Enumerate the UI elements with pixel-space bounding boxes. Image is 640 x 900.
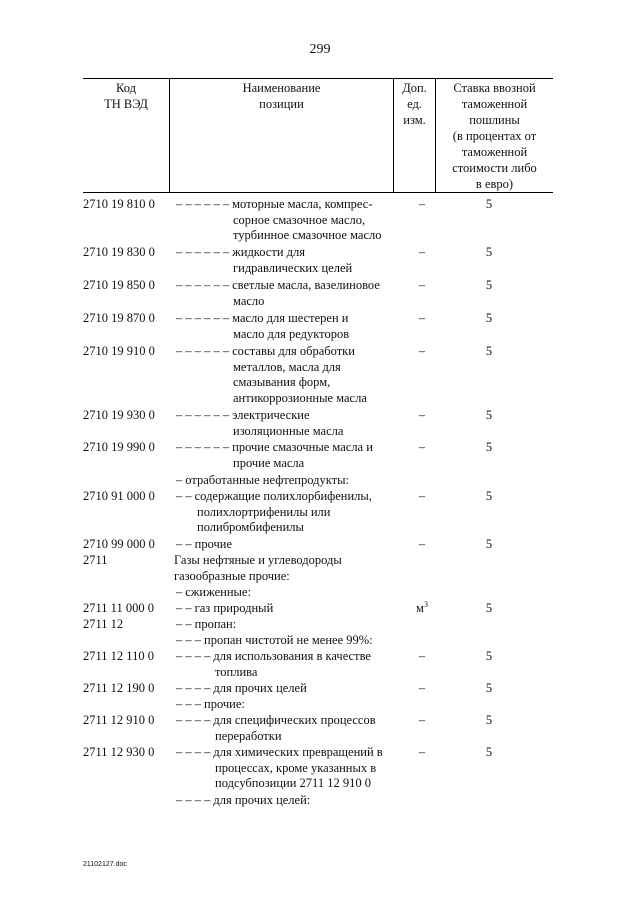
row-code: 2711 12 110 0 (83, 649, 154, 663)
row-rate: 5 (485, 601, 493, 615)
row-name-line (176, 617, 236, 633)
row-code: 2711 12 190 0 (83, 681, 155, 695)
row-name (176, 440, 373, 471)
row-unit (410, 537, 434, 553)
row-unit-text: – (418, 197, 426, 211)
row-name (176, 197, 381, 244)
row-rate: 5 (485, 278, 493, 292)
level-dashes: – – – – – – (176, 311, 230, 325)
row-code: 2710 19 870 0 (83, 311, 155, 325)
row-name (176, 278, 380, 309)
level-dashes: – – – – – – (176, 278, 230, 292)
row-rate: 5 (485, 649, 493, 663)
row-code: 2710 19 930 0 (83, 408, 155, 422)
row-unit (410, 601, 434, 617)
row-name-line (176, 261, 352, 277)
header-code-line: Код (116, 81, 136, 95)
row-name-line (176, 761, 383, 777)
level-dashes: – – – (176, 697, 201, 711)
row-unit (410, 197, 434, 213)
row-name-text: для специфических процессов (213, 713, 376, 727)
row-name (176, 245, 352, 276)
document-filename: 21102127.doc (83, 861, 127, 868)
row-name-line (176, 505, 372, 521)
row-name (176, 713, 376, 744)
row-name-text: содержащие полихлорбифенилы, (194, 489, 372, 503)
row-name-line (176, 245, 352, 261)
row-unit-text: – (418, 278, 426, 292)
row-name-text: прочие масла (233, 455, 305, 470)
row-unit-text: – (418, 681, 426, 695)
row-name-line (176, 713, 376, 729)
level-dashes: – – (176, 537, 192, 551)
row-name (176, 633, 373, 649)
row-rate: 5 (485, 245, 493, 259)
row-rate: 5 (485, 713, 493, 727)
row-name-text: газ природный (194, 601, 274, 615)
row-name (176, 311, 349, 342)
row-name (176, 489, 372, 536)
row-rate: 5 (485, 408, 493, 422)
row-name-text: отработанные нефтепродукты: (185, 473, 349, 487)
row-name-line (176, 278, 380, 294)
row-name-line (176, 375, 367, 391)
row-code: 2711 12 910 0 (83, 713, 155, 727)
row-rate: 5 (485, 440, 493, 454)
row-unit-superscript: 3 (423, 599, 428, 609)
row-name (176, 537, 232, 553)
row-name-text: турбинное смазочное масло (233, 228, 382, 242)
row-name-line (176, 360, 367, 376)
row-unit (410, 245, 434, 261)
level-dashes: – – – – – – (176, 245, 230, 259)
row-name-line (176, 649, 371, 665)
row-code: 2710 19 850 0 (83, 278, 155, 292)
header-rate-line: в евро) (475, 177, 514, 191)
row-name-line (176, 228, 381, 244)
row-code: 2710 19 830 0 (83, 245, 155, 259)
row-name-text: прочие (194, 537, 233, 551)
row-unit-text: – (418, 649, 426, 663)
row-name (176, 408, 343, 439)
table-top-rule (83, 78, 553, 79)
row-name-text: пропан: (194, 617, 237, 631)
level-dashes: – (176, 585, 183, 599)
row-name-line (176, 456, 373, 472)
row-unit (410, 440, 434, 456)
row-unit-text: – (418, 745, 426, 759)
level-dashes: – – (176, 601, 192, 615)
header-unit-line: Доп. (402, 81, 427, 95)
level-dashes: – – – – (176, 745, 211, 759)
row-name-line (176, 294, 380, 310)
row-name-text: прочие смазочные масла и (232, 440, 373, 454)
row-name-line (176, 665, 371, 681)
row-code: 2710 19 990 0 (83, 440, 155, 454)
row-name-text: Газы нефтяные и углеводороды (174, 553, 342, 567)
row-name-line (176, 745, 383, 761)
level-dashes: – – – – – – (176, 344, 230, 358)
row-name-line (176, 391, 367, 407)
row-name-line (176, 213, 381, 229)
header-rate-line: таможенной (461, 97, 528, 111)
header-unit (394, 80, 435, 128)
row-unit (410, 311, 434, 327)
row-name-line (176, 585, 251, 601)
header-rate (436, 80, 553, 192)
row-name-line (176, 327, 349, 343)
row-name-text: сорное смазочное масло, (233, 212, 366, 227)
level-dashes: – – – – (176, 713, 211, 727)
row-rate: 5 (485, 311, 493, 325)
header-unit-line: ед. (407, 97, 422, 111)
row-name-text: жидкости для (232, 245, 305, 259)
row-unit (410, 278, 434, 294)
row-name-text: для прочих целей (213, 681, 307, 695)
row-name-text: гидравлических целей (233, 260, 353, 275)
row-unit-text: – (418, 489, 426, 503)
row-unit (410, 649, 434, 665)
row-name (176, 601, 273, 617)
row-code: 2710 99 000 0 (83, 537, 155, 551)
header-name-line: Наименование (242, 81, 321, 95)
row-code: 2710 19 910 0 (83, 344, 155, 358)
row-name (176, 344, 367, 406)
level-dashes: – – – – (176, 793, 211, 807)
row-name-text: газообразные прочие: (174, 568, 290, 583)
header-name-line: позиции (259, 97, 304, 111)
row-unit-text: – (418, 440, 426, 454)
row-code: 2711 12 (83, 617, 124, 631)
row-unit (410, 713, 434, 729)
row-name-text: металлов, масла для (233, 359, 341, 374)
level-dashes: – – – (176, 633, 201, 647)
row-rate: 5 (485, 745, 493, 759)
row-name-text: переработки (215, 728, 282, 743)
row-unit-text: – (418, 713, 426, 727)
row-unit-text: – (418, 408, 426, 422)
row-unit (410, 408, 434, 424)
row-name (176, 681, 307, 697)
row-name-text: светлые масла, вазелиновое (232, 278, 380, 292)
row-name-line (176, 473, 349, 489)
row-name-line (176, 793, 310, 809)
row-name-text: для химических превращений в (213, 745, 383, 759)
row-name-line (176, 776, 383, 792)
header-rate-line: (в процентах от (452, 129, 537, 143)
row-name-text: масло (233, 293, 265, 308)
row-code: 2710 91 000 0 (83, 489, 155, 503)
row-unit-text: м (416, 601, 424, 615)
row-unit (410, 745, 434, 761)
level-dashes: – – – – – – (176, 440, 230, 454)
row-name-text: процессах, кроме указанных в (215, 760, 377, 775)
level-dashes: – – – – (176, 681, 211, 695)
row-unit-text: – (418, 537, 426, 551)
row-code: 2710 19 810 0 (83, 197, 155, 211)
row-name-text: составы для обработки (232, 344, 355, 358)
row-name-line (174, 553, 342, 569)
row-rate: 5 (485, 489, 493, 503)
row-rate: 5 (485, 537, 493, 551)
row-name-text: масло для редукторов (233, 326, 350, 341)
row-name (176, 473, 349, 489)
row-name-line (176, 311, 349, 327)
row-name-text: полихлортрифенилы или (197, 504, 331, 519)
row-name-line (176, 520, 372, 536)
row-name (176, 585, 251, 601)
row-name-line (176, 344, 367, 360)
row-rate: 5 (485, 681, 493, 695)
level-dashes: – – – – (176, 649, 211, 663)
row-name-line (174, 569, 342, 585)
row-unit (410, 489, 434, 505)
header-unit-line: изм. (403, 113, 426, 127)
row-name-text: топлива (215, 664, 258, 679)
row-name-line (176, 633, 373, 649)
level-dashes: – – – – – – (176, 408, 230, 422)
row-name-text: сжиженные: (185, 585, 251, 599)
row-name (176, 617, 236, 633)
row-unit (410, 344, 434, 360)
row-rate: 5 (485, 344, 493, 358)
header-bottom-rule (83, 192, 553, 193)
level-dashes: – – (176, 489, 192, 503)
row-name-text: антикоррозионные масла (233, 390, 367, 405)
header-name (170, 80, 393, 112)
row-rate: 5 (485, 197, 493, 211)
row-code: 2711 (83, 553, 108, 567)
row-name-line (176, 681, 307, 697)
row-name-text: прочие: (204, 697, 245, 711)
row-name-text: полибромбифенилы (197, 520, 304, 534)
row-name-text: для прочих целей: (213, 793, 311, 807)
row-name-line (176, 601, 273, 617)
page-number: 299 (309, 42, 331, 57)
row-name-line (176, 537, 232, 553)
row-name-line (176, 408, 343, 424)
row-code: 2711 11 000 0 (83, 601, 154, 615)
row-unit (410, 681, 434, 697)
row-name-text: для использования в качестве (213, 649, 371, 663)
row-name (174, 553, 342, 584)
row-name-line (176, 697, 245, 713)
row-name (176, 697, 245, 713)
row-name-text: смазывания форм, (233, 375, 331, 389)
row-name-text: пропан чистотой не менее 99%: (204, 633, 373, 647)
row-name-line (176, 440, 373, 456)
row-unit-text: – (418, 344, 426, 358)
row-name-text: подсубпозиции 2711 12 910 0 (215, 776, 371, 790)
row-name-text: моторные масла, компрес- (232, 197, 373, 211)
header-code-line: ТН ВЭД (104, 97, 148, 111)
row-name-text: масло для шестерен и (232, 311, 349, 325)
row-name-line (176, 489, 372, 505)
row-unit-text: – (418, 245, 426, 259)
row-name (176, 745, 383, 792)
level-dashes: – (176, 473, 183, 487)
row-name (176, 793, 310, 809)
header-rate-line: таможенной (461, 145, 528, 159)
row-name-line (176, 424, 343, 440)
row-name-line (176, 197, 381, 213)
row-name-line (176, 729, 376, 745)
row-unit-text: – (418, 311, 426, 325)
header-rate-line: пошлины (469, 113, 520, 127)
row-name-text: изоляционные масла (233, 423, 344, 438)
row-name-text: электрические (232, 408, 310, 422)
level-dashes: – – (176, 617, 192, 631)
level-dashes: – – – – – – (176, 197, 230, 211)
header-code (83, 80, 169, 112)
header-rate-line: Ставка ввозной (453, 81, 536, 95)
row-code: 2711 12 930 0 (83, 745, 155, 759)
header-rate-line: стоимости либо (452, 161, 537, 175)
row-name (176, 649, 371, 680)
